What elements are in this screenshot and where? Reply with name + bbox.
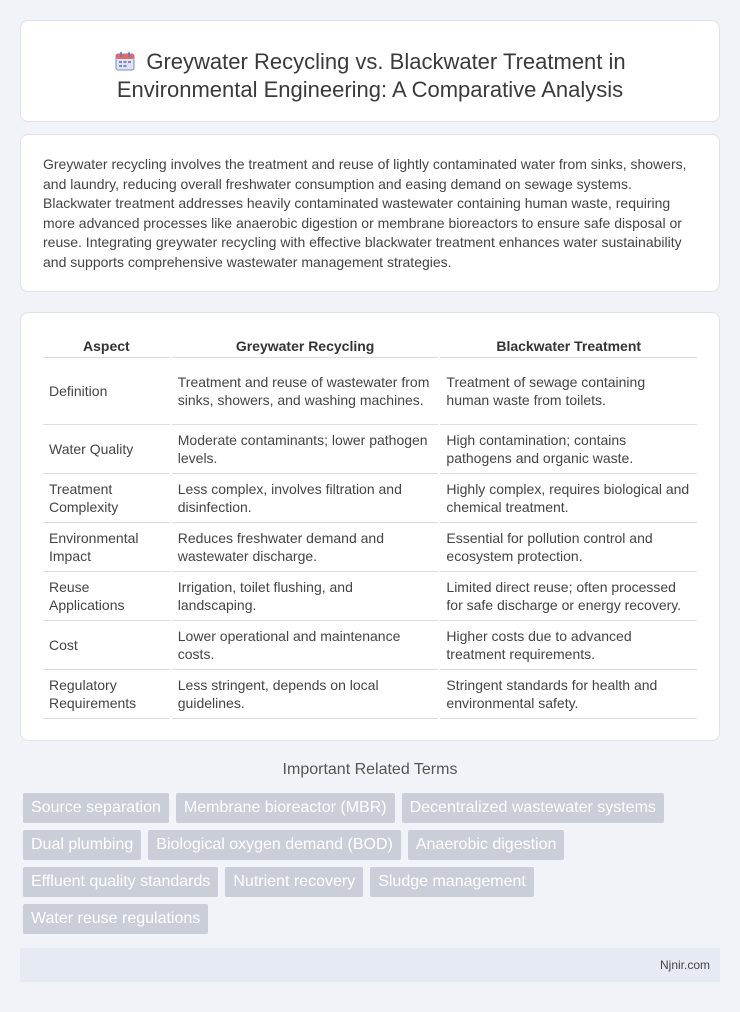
tag-row <box>23 867 703 897</box>
title-card <box>20 20 720 122</box>
related-terms-heading: Important Related Terms <box>282 761 458 778</box>
table-row <box>43 474 697 523</box>
page-title <box>51 48 689 104</box>
greywater-cell: Treatment and reuse of wastewater from sinks, showers, and washing machines. <box>172 358 439 425</box>
term-tag[interactable]: Dual plumbing <box>23 830 141 860</box>
header-greywater: Greywater Recycling <box>172 334 439 358</box>
term-tag[interactable]: Effluent quality standards <box>23 867 218 897</box>
aspect-cell: Definition <box>43 358 170 425</box>
greywater-cell: Moderate contaminants; lower pathogen levels. <box>172 425 439 474</box>
aspect-cell: Treatment Complexity <box>43 474 170 523</box>
aspect-cell: Reuse Applications <box>43 572 170 621</box>
table-row <box>43 523 697 572</box>
header-blackwater: Blackwater Treatment <box>440 334 697 358</box>
greywater-cell: Lower operational and maintenance costs. <box>172 621 439 670</box>
blackwater-cell: Limited direct reuse; often processed for safe discharge or energy recovery. <box>440 572 697 621</box>
summary-text: Greywater recycling involves the treatment and reuse of lightly contaminated water from sinks, showers, and laundry, reducing overall freshwater consumption and easing demand on sewage systems. Blackwater treatment addresses heavily contaminated wastewater containing human waste, requiring more advanced processes like anaerobic digestion or membrane bioreactors to ensure safe disposal or reuse. Integrating greywater recycling with effective blackwater treatment enhances water sustainability and supports comprehensive wastewater management strategies. <box>43 156 687 270</box>
table-row <box>43 425 697 474</box>
tag-row <box>23 793 703 823</box>
blackwater-cell: Highly complex, requires biological and chemical treatment. <box>440 474 697 523</box>
term-tag[interactable]: Nutrient recovery <box>225 867 363 897</box>
term-tag[interactable]: Membrane bioreactor (MBR) <box>176 793 395 823</box>
table-row <box>43 572 697 621</box>
header-aspect: Aspect <box>43 334 170 358</box>
comparison-table-card <box>20 312 720 741</box>
term-tag[interactable]: Sludge management <box>370 867 534 897</box>
aspect-cell: Cost <box>43 621 170 670</box>
greywater-cell: Reduces freshwater demand and wastewater discharge. <box>172 523 439 572</box>
related-terms-list <box>23 793 703 941</box>
table-row <box>43 358 697 425</box>
greywater-cell: Less stringent, depends on local guidelines. <box>172 670 439 719</box>
blackwater-cell: Higher costs due to advanced treatment requirements. <box>440 621 697 670</box>
footer <box>20 948 720 982</box>
footer-site-link[interactable]: Njnir.com <box>659 958 710 972</box>
term-tag[interactable]: Source separation <box>23 793 169 823</box>
table-header-row <box>43 334 697 358</box>
blackwater-cell: Stringent standards for health and environmental safety. <box>440 670 697 719</box>
greywater-cell: Less complex, involves filtration and disinfection. <box>172 474 439 523</box>
blackwater-cell: Treatment of sewage containing human waste from toilets. <box>440 358 697 425</box>
tag-row <box>23 830 703 860</box>
term-tag[interactable]: Biological oxygen demand (BOD) <box>148 830 401 860</box>
table-row <box>43 621 697 670</box>
term-tag[interactable]: Water reuse regulations <box>23 904 208 934</box>
aspect-cell: Water Quality <box>43 425 170 474</box>
aspect-cell: Environmental Impact <box>43 523 170 572</box>
greywater-cell: Irrigation, toilet flushing, and landscaping. <box>172 572 439 621</box>
term-tag[interactable]: Decentralized wastewater systems <box>402 793 664 823</box>
blackwater-cell: High contamination; contains pathogens and organic waste. <box>440 425 697 474</box>
tag-row <box>23 904 703 934</box>
term-tag[interactable]: Anaerobic digestion <box>408 830 565 860</box>
calendar-icon <box>114 50 136 72</box>
blackwater-cell: Essential for pollution control and ecosystem protection. <box>440 523 697 572</box>
table-row <box>43 670 697 719</box>
comparison-table <box>41 334 699 719</box>
title-text: Greywater Recycling vs. Blackwater Treatment in Environmental Engineering: A Comparative Analysis <box>116 49 626 102</box>
aspect-cell: Regulatory Requirements <box>43 670 170 719</box>
summary-card <box>20 134 720 292</box>
